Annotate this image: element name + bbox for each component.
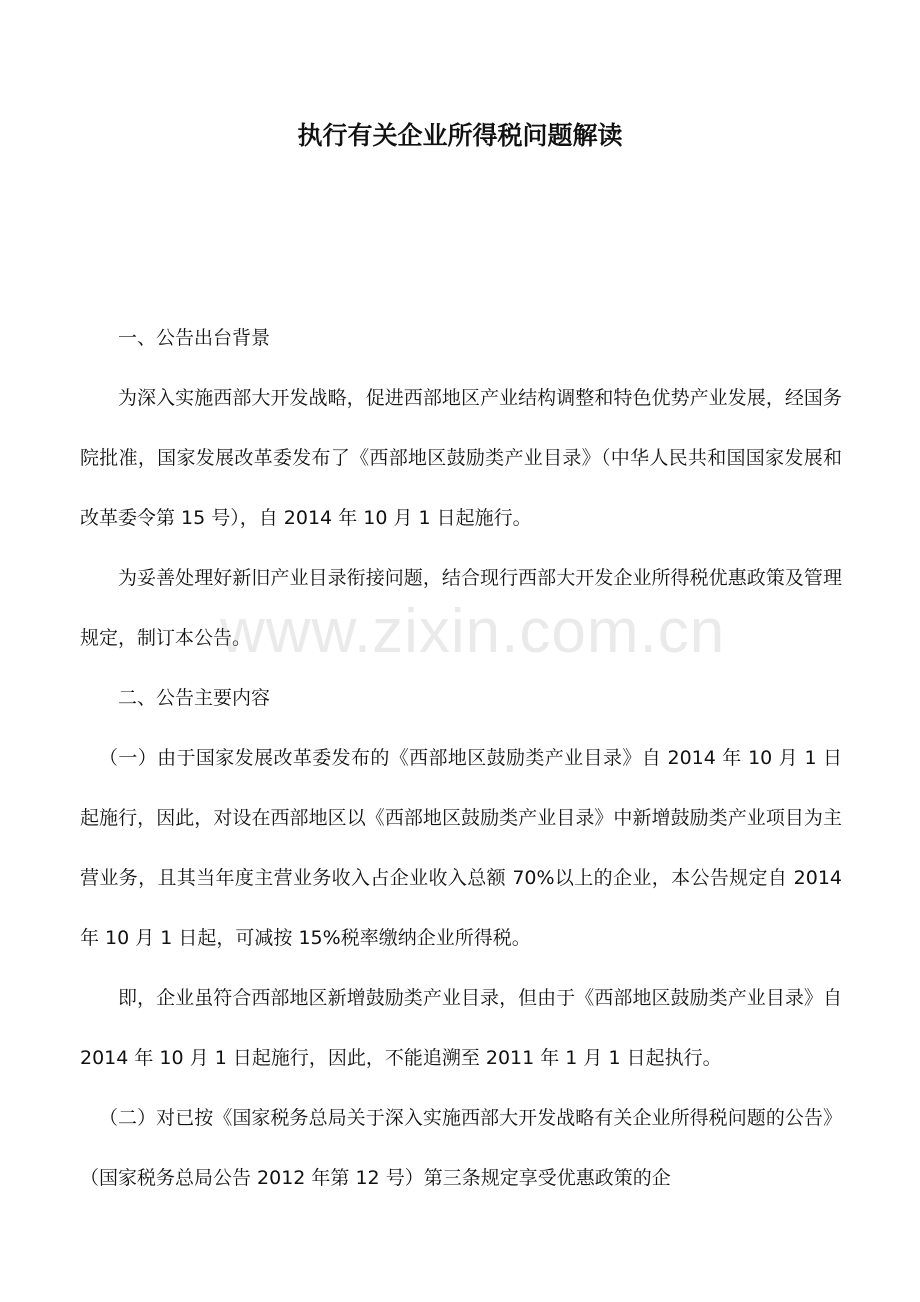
paragraph-background-2: 为妥善处理好新旧产业目录衔接问题，结合现行西部大开发企业所得税优惠政策及管理规定，制订本公告。 bbox=[80, 567, 842, 649]
paragraph-clarification: 即，企业虽符合西部地区新增鼓励类产业目录，但由于《西部地区鼓励类产业目录》自 2014 年 10 月 1 日起施行，因此，不能追溯至 2011 年 1 月 1 日起执行。 bbox=[80, 987, 842, 1069]
section-heading-background: 一、公告出台背景 bbox=[118, 327, 271, 349]
paragraph-background-1: 为深入实施西部大开发战略，促进西部地区产业结构调整和特色优势产业发展，经国务院批准，国家发展改革委发布了《西部地区鼓励类产业目录》（中华人民共和国国家发展和改革委令第 15 号），自 2014 年 10 月 1 日起施行。 bbox=[80, 387, 842, 529]
document-title: 执行有关企业所得税问题解读 bbox=[297, 121, 623, 150]
section-heading-main-content: 二、公告主要内容 bbox=[118, 687, 271, 709]
document-body bbox=[80, 308, 842, 1208]
paragraph-item-2: （二）对已按《国家税务总局关于深入实施西部大开发战略有关企业所得税问题的公告》（国家税务总局公告 2012 年第 12 号）第三条规定享受优惠政策的企 bbox=[80, 1107, 842, 1189]
paragraph-item-1: （一）由于国家发展改革委发布的《西部地区鼓励类产业目录》自 2014 年 10 月 1 日起施行，因此，对设在西部地区以《西部地区鼓励类产业目录》中新增鼓励类产业项目为主营业务，且其当年度主营业务收入占企业收入总额 70%以上的企业，本公告规定自 2014 年 10 月 1 日起，可减按 15%税率缴纳企业所得税。 bbox=[80, 747, 842, 949]
watermark: www.zixin.com.cn bbox=[220, 597, 726, 666]
